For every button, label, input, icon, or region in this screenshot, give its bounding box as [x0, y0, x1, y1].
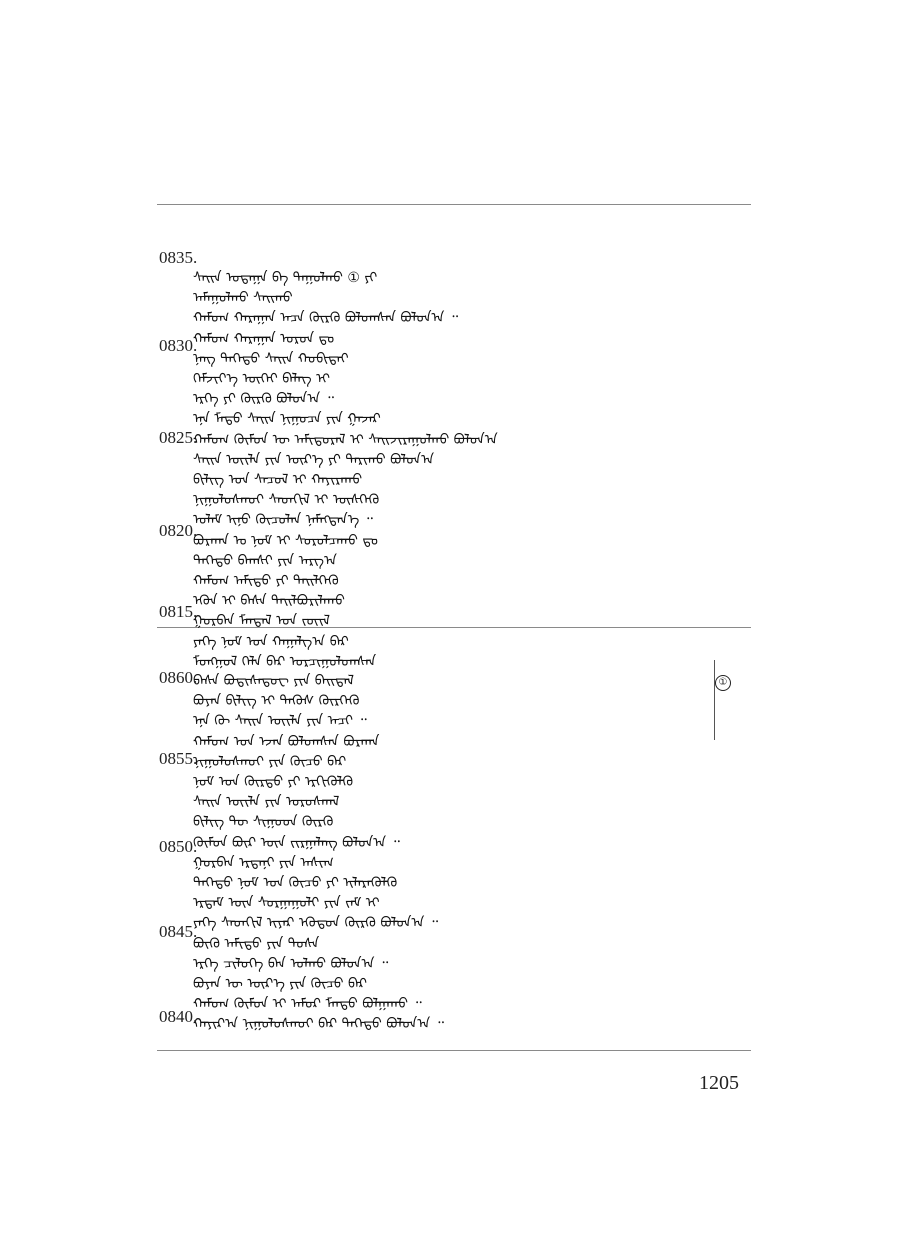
- verse-text: ᠭᠤᠷᠪᠠᠨ ᠡᠷᠳᠡᠨᠢ ᠶᠢᠨ ᠠᠰᠢᠭ: [193, 854, 334, 871]
- verse-text: ᠪᠤᠶᠠᠨ ᠦ ᠦᠷ᠎ᠡ ᠶᠢᠨ ᠬᠦᠴᠦ ᠪᠠᠷ: [193, 976, 368, 992]
- verse-text: ᠬᠦᠮᠦᠨ ᠪᠦᠷ ᠦᠨ ᠵᠢᠷᠭᠠᠯᠠᠩ ᠪᠣᠯᠤᠨ᠎ᠠ ᠃: [193, 834, 400, 851]
- verse-text: ᠡᠨᠡ ᠬᠦ ᠰᠠᠢᠨ ᠦᠢᠯᠡ ᠶᠢᠨ ᠠᠴᠢ ᠃: [193, 713, 367, 730]
- line-number: 0830.: [159, 336, 198, 355]
- verse-text: ᠬᠠᠶᠢᠷ᠎ᠠ ᠨᠢᠭᠤᠯᠤᠰᠬᠤᠢ ᠪᠠᠷ ᠳᠡᠭᠡᠳᠦ ᠪᠣᠯᠤᠨ᠎ᠠ ᠃: [193, 1016, 444, 1033]
- verse-line: [157, 1016, 751, 1046]
- line-number: 0855.: [159, 749, 198, 768]
- verse-text: ᠨᠡᠩ ᠳᠡᠭᠡᠳᠦ ᠰᠠᠢᠨ ᠬᠤᠪᠢᠲᠠᠢ: [193, 350, 349, 367]
- verse-text: ᠪᠢᠯᠢᠭ ᠲᠦ ᠰᠢᠭᠤᠳ ᠬᠦᠷᠬᠦ: [193, 814, 334, 831]
- verse-text: ᠠᠮᠠᠭᠤᠯᠬᠤ ᠰᠠᠢᠬᠤ: [193, 290, 293, 307]
- line-number: 0845.: [159, 922, 198, 941]
- verse-text: ᠪᠦᠬᠦ ᠠᠮᠢᠳᠤ ᠶᠢᠨ ᠲᠤᠰᠠ: [193, 935, 320, 952]
- line-number: 0820.: [159, 521, 198, 540]
- verse-text: ᠨᠢᠭᠤᠯᠤᠰᠬᠤᠢ ᠰᠡᠳᠬᠢᠯ ᠢ ᠦᠰᠬᠡᠬᠦ: [193, 492, 380, 509]
- verse-text: ᠮᠣᠩᠭᠣᠯ ᠬᠡᠯᠡ ᠪᠡᠷ ᠣᠷᠴᠢᠭᠤᠯᠤᠭᠰᠠᠨ: [193, 653, 377, 670]
- bottom-rule: [157, 1050, 751, 1051]
- verse-text: ᠡᠭᠦᠨ ᠢ ᠪᠠᠰᠠ ᠲᠠᠢᠯᠪᠤᠷᠢᠯᠠᠬᠤ: [193, 593, 345, 610]
- verse-text: ᠳᠡᠭᠡᠳᠦ ᠨᠣᠮ ᠤᠨ ᠬᠦᠴᠦ ᠶᠢ ᠢᠯᠡᠷᠡᠭᠦᠯᠬᠦ: [193, 875, 398, 891]
- page-number: 1205: [699, 1072, 739, 1094]
- verse-text: ᠡᠷᠬᠡ ᠶᠢ ᠬᠦᠷᠬᠦ ᠪᠣᠯᠤᠨ᠎ᠠ ᠃: [193, 391, 334, 408]
- verse-text: ᠳᠡᠭᠡᠳᠦ ᠪᠠᠭᠰᠢ ᠶᠢᠨ ᠠᠷᠭ᠎ᠠ: [193, 552, 338, 569]
- verse-text: ᠬᠠᠮᠤᠭ ᠬᠠᠷᠠᠭᠠᠨ ᠠᠴᠠ ᠬᠦᠷᠬᠦ ᠪᠣᠯᠤᠭᠰᠠᠨ ᠪᠣᠯᠤᠨ᠎ᠠ ᠃: [193, 310, 459, 327]
- upper-verse-block: [157, 208, 751, 670]
- verse-text: ᠰᠠᠢᠨ ᠦᠢᠯᠡ ᠶᠢᠨ ᠦᠷ᠎ᠡ ᠶᠢ ᠲᠠᠷᠢᠬᠤ ᠪᠣᠯᠤᠨ᠎ᠠ: [193, 451, 435, 468]
- verse-text: ᠶᠡᠬᠡ ᠰᠡᠳᠬᠢᠯ ᠢᠶᠡᠷ ᠡᠭᠦᠳᠦᠨ ᠬᠦᠷᠬᠦ ᠪᠣᠯᠤᠨ᠎ᠠ ᠃: [193, 915, 439, 932]
- verse-text: ᠶᠡᠬᠡ ᠨᠣᠮ ᠤᠨ ᠬᠠᠭᠠᠯᠭ᠎ᠠ ᠪᠠᠷ: [193, 633, 349, 650]
- verse-text: ᠬᠠᠮᠤᠭ ᠬᠦᠮᠦᠨ ᠦ ᠠᠮᠢᠳᠤᠷᠠᠯ ᠢ ᠰᠠᠢᠵᠢᠷᠠᠭᠤᠯᠬᠤ ᠪᠣᠯᠤᠨ᠎ᠠ: [193, 431, 498, 448]
- footnote-separator: [714, 660, 715, 740]
- verse-text: ᠬᠠᠮᠤᠭ ᠠᠮᠢᠳᠤ ᠶᠢ ᠲᠡᠢᠯᠭᠡᠬᠦ: [193, 573, 339, 589]
- line-number: 0860.: [159, 668, 198, 687]
- line-number: 0835.: [159, 248, 198, 267]
- verse-text: ᠪᠢᠯᠢᠭ ᠤᠨ ᠰᠠᠴᠤᠯ ᠢ ᠬᠠᠶᠢᠷᠠᠬᠤ: [193, 472, 363, 488]
- verse-text: ᠰᠠᠢᠨ ᠤᠳᠠᠭᠠ ᠪᠠ ᠲᠠᠭᠤᠯᠬᠤ ① ᠶᠢ: [193, 270, 378, 286]
- line-number: 0825.: [159, 428, 198, 447]
- verse-text: ᠡᠷᠬᠡ ᠴᠢᠯᠦᠭᠡ ᠪᠡᠨ ᠣᠯᠬᠤ ᠪᠣᠯᠤᠨ᠎ᠠ ᠃: [193, 955, 389, 972]
- verse-text: ᠬᠠᠮᠤᠭ ᠬᠠᠷᠠᠭᠠᠨ ᠣᠷᠤᠨ ᠳᠤ: [193, 330, 335, 347]
- lower-verse-block: [157, 631, 751, 1049]
- verse-text: ᠭᠤᠷᠪᠠᠨ ᠮᠠᠨᠳᠠᠯ ᠤᠨ ᠵᠦᠢᠯ: [193, 613, 330, 630]
- verse-text: ᠪᠤᠶᠠᠨ ᠪᠢᠯᠢᠭ ᠢ ᠲᠡᠭᠦᠰ ᠬᠦᠷᠭᠡᠬᠦ: [193, 693, 360, 710]
- verse-text: ᠡᠷᠳᠡᠮ ᠦᠨ ᠰᠤᠷᠭᠠᠭᠤᠯᠢ ᠶᠢᠨ ᠵᠠᠮ ᠢ: [193, 895, 380, 912]
- verse-text: ᠬᠡᠮᠵᠢᠶ᠎ᠡ ᠦᠭᠡᠢ ᠪᠡᠯᠡᠭ ᠢ: [193, 371, 331, 387]
- top-rule: [157, 204, 751, 205]
- verse-text: ᠤᠯᠠᠮ ᠢᠨᠦ ᠬᠦᠴᠦᠯᠡᠨ ᠨᠡᠮᠡᠭᠳᠡᠨ᠎ᠡ ᠃: [193, 512, 373, 529]
- verse-text: ᠰᠠᠢᠨ ᠦᠢᠯᠡ ᠶᠢᠨ ᠤᠷᠤᠰᠬᠠᠯ: [193, 794, 340, 811]
- line-number: 0840.: [159, 1007, 198, 1026]
- verse-text: ᠡᠨᠡ ᠮᠡᠲᠦ ᠰᠠᠢᠨ ᠨᠢᠭᠤᠴᠠ ᠶᠢᠨ ᠭᠠᠵᠠᠷ: [193, 411, 381, 428]
- verse-text: ᠪᠤᠷᠬᠠᠨ ᠤ ᠨᠣᠮ ᠢ ᠰᠤᠷᠤᠯᠴᠠᠬᠤ ᠳᠤ: [193, 532, 378, 549]
- verse-text: ᠬᠠᠮᠤᠭ ᠤᠨ ᠡᠵᠡᠨ ᠪᠣᠯᠤᠭᠰᠠᠨ ᠪᠤᠷᠬᠠᠨ: [193, 733, 380, 750]
- footnote-marker: ①: [715, 675, 731, 691]
- line-number: 0850.: [159, 837, 198, 856]
- line-number: 0815.: [159, 602, 198, 621]
- verse-text: ᠬᠠᠮᠤᠭ ᠬᠦᠮᠦᠨ ᠢ ᠠᠮᠤᠷ ᠮᠡᠨᠳᠦ ᠪᠣᠯᠭᠠᠬᠤ ᠃: [193, 996, 422, 1013]
- verse-text: ᠪᠠᠰᠠ ᠪᠣᠳᠢᠰᠠᠳᠤᠸ ᠶᠢᠨ ᠪᠠᠢᠳᠠᠯ: [193, 673, 354, 689]
- verse-text: ᠨᠢᠭᠤᠯᠤᠰᠬᠤᠢ ᠶᠢᠨ ᠬᠦᠴᠦ ᠪᠠᠷ: [193, 753, 347, 770]
- verse-text: ᠨᠣᠮ ᠤᠨ ᠬᠦᠷᠳᠦ ᠶᠢ ᠡᠷᠭᠢᠭᠦᠯᠬᠦ: [193, 774, 354, 790]
